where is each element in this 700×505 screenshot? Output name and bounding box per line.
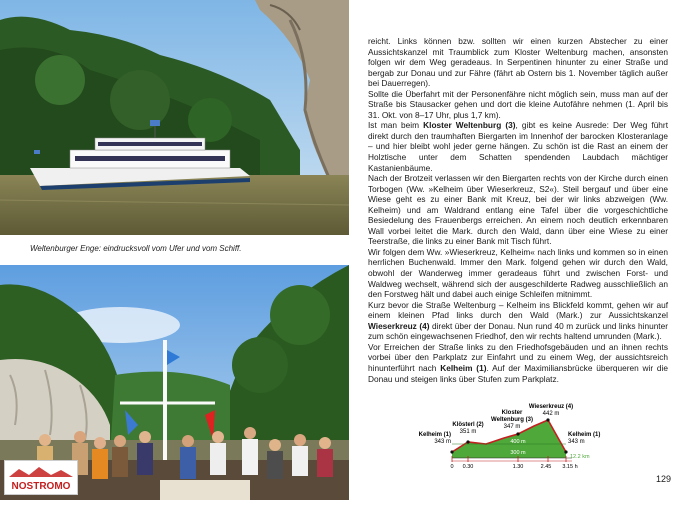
stop-kelheim-end: Kelheim (1) bbox=[568, 432, 601, 438]
bold-place-name: Wieserkreuz (4) bbox=[368, 320, 430, 331]
paragraph bbox=[368, 120, 668, 173]
article-text bbox=[368, 36, 668, 384]
paragraph bbox=[368, 300, 668, 342]
stop-kelheim-end-alt: 343 m bbox=[568, 439, 585, 445]
tick-0: 0 bbox=[450, 464, 454, 470]
logo-text: NOSTROMO bbox=[11, 481, 71, 492]
text-run: Kurz bevor die Straße Weltenburg – Kelheim ins Blickfeld kommt, gehen wir auf einem kleinen Pfad links durch den Wald (Mark.) zur Aussichtskanzel bbox=[368, 299, 668, 321]
paragraph bbox=[368, 173, 668, 247]
photo-weltenburger-enge-ship bbox=[0, 0, 349, 235]
tick-3: 2.45 bbox=[540, 464, 552, 470]
text-run: Vor Erreichen der Straße links zu den Friedhofsgebäuden und an ihnen rechts vorbei über den Parkplatz zur Einfahrt und zu einem Weg, der aussichtsreich hinunterführt nach bbox=[368, 341, 668, 373]
bold-place-name: Kloster Weltenburg (3) bbox=[423, 120, 516, 131]
text-run: . Auf der Maximiliansbrücke überqueren wir die Donau und steigen links über Stufen zum Parkplatz. bbox=[368, 362, 668, 384]
text-run: Ist man beim bbox=[368, 120, 424, 131]
stop-weltenburg-1: Kloster bbox=[501, 410, 523, 416]
stop-weltenburg-2: Weltenburg (3) bbox=[491, 417, 533, 423]
page-number: 129 bbox=[656, 474, 672, 484]
stop-wieserkreuz: Wieserkreuz (4) bbox=[528, 404, 574, 410]
paragraph bbox=[368, 247, 668, 300]
paragraph bbox=[368, 36, 668, 89]
text-run: Sollte die Überfahrt mit der Personenfähre nicht möglich sein, muss man auf der Straße bis Stausacker gehen und dort die kleine Autofähre nehmen (1. April bis 31. Okt. von 8–17 Uhr, plus 1,7 km). bbox=[368, 88, 668, 120]
paragraph bbox=[368, 342, 668, 384]
paragraph bbox=[368, 89, 668, 121]
elevation-profile bbox=[418, 400, 601, 475]
level-400-label: 400 m bbox=[510, 439, 526, 445]
text-run: Wir folgen dem Ww. »Wieserkreuz, Kelheim« nach links und kommen so in einen herrlichen Buchenwald. Immer den Mark. folgend gehen wir durch den Wald, obwohl der Wanderweg immer geradeaus führt und zwischen Forst- und Waldweg wechselt, während sich der ausgeschilderte Radweg ausschließlich an den Forstweg hält und dabei auch einige Schleifen mitnimmt. bbox=[368, 246, 668, 300]
tick-4: 3.15 h bbox=[562, 464, 578, 470]
text-run: direkt über der Donau. Nun rund 40 m zurück und links hinunter zum schön eingewachsenen Friedhof, den wir rechts haltend umrunden (Mark.). bbox=[368, 320, 668, 342]
photo-caption: Weltenburger Enge: eindrucksvoll vom Ufer und vom Schiff. bbox=[30, 244, 242, 253]
stop-kloesterl: Klösterl (2) bbox=[452, 422, 484, 428]
level-300-label: 300 m bbox=[510, 450, 526, 456]
stop-kelheim-start: Kelheim (1) bbox=[418, 432, 451, 438]
stop-kloesterl-alt: 351 m bbox=[459, 429, 477, 435]
text-run: reicht. Links können bzw. sollten wir einen kurzen Abstecher zu einer Aussichtskanzel mit Traumblick zum Kloster Weltenburg machen, ansonsten folgen wir dem Weg geradeaus. In Serpentinen hinunter zu einer Straße und bergab zur Donau und zur Fähre (fährt ab Ostern bis 1. November täglich außer bei Dauerregen). bbox=[368, 36, 668, 89]
stop-kelheim-start-alt: 343 m bbox=[434, 439, 451, 445]
distance-label: 12.2 km bbox=[570, 454, 590, 460]
bold-place-name: Kelheim (1) bbox=[440, 362, 487, 373]
nostromo-logo bbox=[4, 460, 78, 495]
tick-2: 1.30 bbox=[512, 464, 524, 470]
stop-weltenburg-alt: 347 m bbox=[503, 424, 521, 430]
stop-wieserkreuz-alt: 442 m bbox=[542, 411, 560, 417]
tick-1: 0.30 bbox=[462, 464, 474, 470]
text-run: , gibt es keine Ausrede: Der Weg führt direkt durch den traumhaften Biergarten im Innenhof der barocken Klosteranlage – und hier bleibt wohl jeder gerne hängen. Zu schön ist die Rast an einem der Holztische unter dem Schatten spendenden Laubdach mächtiger Kastanienbäume. bbox=[368, 120, 668, 173]
text-run: Nach der Brotzeit verlassen wir den Biergarten rechts von der Kirche durch einen Torbogen (Ww. »Kelheim über Wieserkreuz, S2«). Steil bergauf und über eine Wiese geht es zu einer Bank mit Kreuz, bei der wir links abzweigen (Ww. Kelheim) und am Waldrand entlang eine Tafel über die vorgeschichtliche Besiedelung des Frauenbergs erreichen. An einem noch deutlich erkennbaren Wall vorbei leitet die Mark. durch den Wald, dann über eine Wiese zu einer Teerstraße, die links zu einer Bank mit Tisch führt. bbox=[368, 173, 668, 247]
